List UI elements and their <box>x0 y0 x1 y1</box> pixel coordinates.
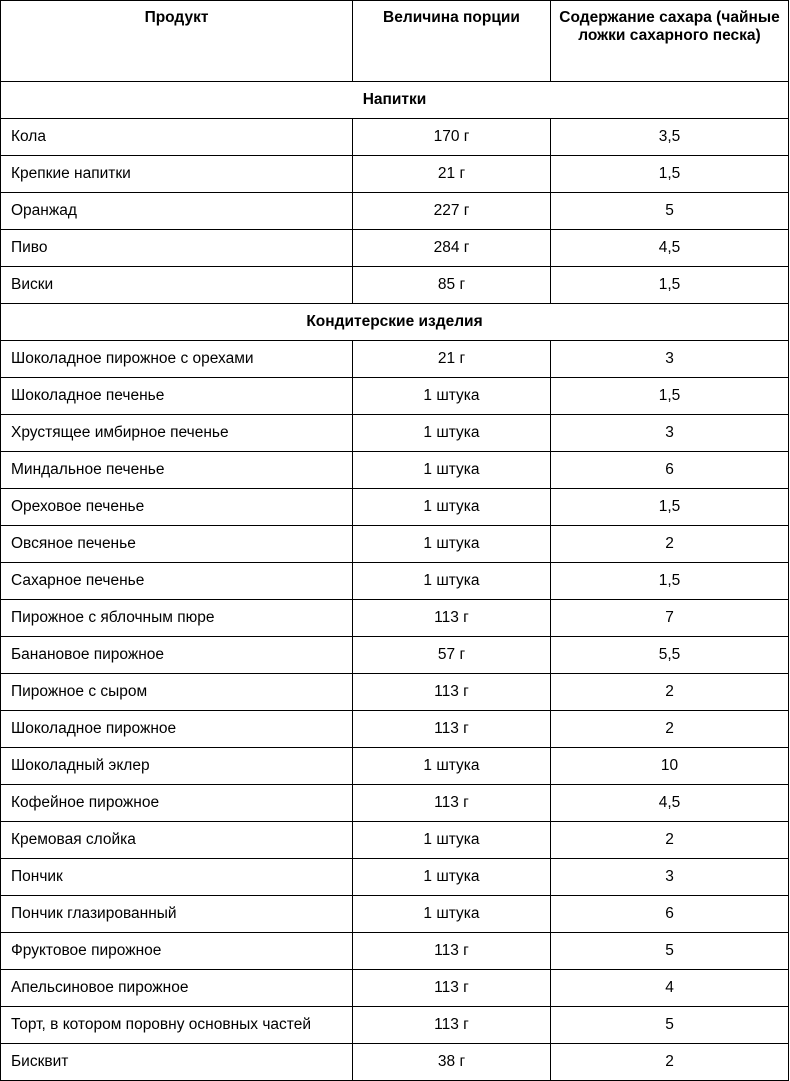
table-row <box>1 896 789 933</box>
portion-cell: 1 штука <box>353 378 551 415</box>
table-row <box>1 933 789 970</box>
product-cell: Кола <box>1 119 353 156</box>
sugar-cell: 4,5 <box>551 230 789 267</box>
sugar-cell: 1,5 <box>551 489 789 526</box>
sugar-cell: 5 <box>551 933 789 970</box>
table-row <box>1 230 789 267</box>
sugar-cell: 2 <box>551 711 789 748</box>
portion-cell: 113 г <box>353 674 551 711</box>
table-row <box>1 822 789 859</box>
product-cell: Торт, в котором поровну основных частей <box>1 1007 353 1044</box>
sugar-cell: 4 <box>551 970 789 1007</box>
table-body <box>1 82 789 1081</box>
product-cell: Апельсиновое пирожное <box>1 970 353 1007</box>
sugar-cell: 7 <box>551 600 789 637</box>
table-row <box>1 711 789 748</box>
product-cell: Пирожное с яблочным пюре <box>1 600 353 637</box>
product-cell: Кофейное пирожное <box>1 785 353 822</box>
portion-cell: 227 г <box>353 193 551 230</box>
table-row <box>1 563 789 600</box>
table-row <box>1 785 789 822</box>
sugar-cell: 6 <box>551 896 789 933</box>
portion-cell: 1 штука <box>353 452 551 489</box>
product-cell: Шоколадное печенье <box>1 378 353 415</box>
table-row <box>1 156 789 193</box>
portion-cell: 38 г <box>353 1044 551 1081</box>
table-row <box>1 193 789 230</box>
product-cell: Хрустящее имбирное печенье <box>1 415 353 452</box>
portion-cell: 170 г <box>353 119 551 156</box>
table-row <box>1 748 789 785</box>
sugar-cell: 5 <box>551 193 789 230</box>
sugar-cell: 6 <box>551 452 789 489</box>
table-row <box>1 970 789 1007</box>
product-cell: Кремовая слойка <box>1 822 353 859</box>
portion-cell: 284 г <box>353 230 551 267</box>
sugar-cell: 2 <box>551 822 789 859</box>
product-cell: Пончик глазированный <box>1 896 353 933</box>
sugar-cell: 1,5 <box>551 156 789 193</box>
section-title: Напитки <box>1 82 789 119</box>
product-cell: Банановое пирожное <box>1 637 353 674</box>
table-row <box>1 452 789 489</box>
sugar-cell: 3,5 <box>551 119 789 156</box>
sugar-cell: 2 <box>551 1044 789 1081</box>
table-row <box>1 1044 789 1081</box>
portion-cell: 113 г <box>353 711 551 748</box>
sugar-cell: 5,5 <box>551 637 789 674</box>
sugar-cell: 1,5 <box>551 378 789 415</box>
table-row <box>1 600 789 637</box>
portion-cell: 1 штука <box>353 748 551 785</box>
table-row <box>1 859 789 896</box>
portion-cell: 21 г <box>353 341 551 378</box>
portion-cell: 113 г <box>353 933 551 970</box>
table-row <box>1 119 789 156</box>
portion-cell: 1 штука <box>353 526 551 563</box>
header-portion: Величина порции <box>353 1 551 82</box>
table-row <box>1 267 789 304</box>
product-cell: Пиво <box>1 230 353 267</box>
product-cell: Крепкие напитки <box>1 156 353 193</box>
product-cell: Ореховое печенье <box>1 489 353 526</box>
section-header-row <box>1 304 789 341</box>
portion-cell: 85 г <box>353 267 551 304</box>
sugar-cell: 2 <box>551 526 789 563</box>
portion-cell: 1 штука <box>353 822 551 859</box>
table-header-row <box>1 1 789 82</box>
table-row <box>1 526 789 563</box>
table-row <box>1 341 789 378</box>
product-cell: Виски <box>1 267 353 304</box>
section-title: Кондитерские изделия <box>1 304 789 341</box>
portion-cell: 113 г <box>353 970 551 1007</box>
sugar-cell: 3 <box>551 859 789 896</box>
sugar-cell: 4,5 <box>551 785 789 822</box>
sugar-cell: 2 <box>551 674 789 711</box>
table-row <box>1 674 789 711</box>
table-row <box>1 378 789 415</box>
portion-cell: 1 штука <box>353 859 551 896</box>
product-cell: Овсяное печенье <box>1 526 353 563</box>
product-cell: Шоколадное пирожное <box>1 711 353 748</box>
product-cell: Фруктовое пирожное <box>1 933 353 970</box>
portion-cell: 57 г <box>353 637 551 674</box>
product-cell: Пончик <box>1 859 353 896</box>
product-cell: Шоколадное пирожное с орехами <box>1 341 353 378</box>
header-product: Продукт <box>1 1 353 82</box>
portion-cell: 113 г <box>353 1007 551 1044</box>
portion-cell: 1 штука <box>353 563 551 600</box>
product-cell: Шоколадный эклер <box>1 748 353 785</box>
section-header-row <box>1 82 789 119</box>
portion-cell: 113 г <box>353 600 551 637</box>
sugar-cell: 5 <box>551 1007 789 1044</box>
header-sugar: Содержание сахара (чайные ложки сахарного песка) <box>551 1 789 82</box>
portion-cell: 113 г <box>353 785 551 822</box>
table-row <box>1 415 789 452</box>
product-cell: Оранжад <box>1 193 353 230</box>
portion-cell: 21 г <box>353 156 551 193</box>
sugar-cell: 1,5 <box>551 563 789 600</box>
table-row <box>1 637 789 674</box>
product-cell: Сахарное печенье <box>1 563 353 600</box>
table-row <box>1 1007 789 1044</box>
portion-cell: 1 штука <box>353 489 551 526</box>
sugar-cell: 10 <box>551 748 789 785</box>
product-cell: Миндальное печенье <box>1 452 353 489</box>
sugar-cell: 3 <box>551 415 789 452</box>
sugar-cell: 3 <box>551 341 789 378</box>
product-cell: Пирожное с сыром <box>1 674 353 711</box>
portion-cell: 1 штука <box>353 415 551 452</box>
sugar-cell: 1,5 <box>551 267 789 304</box>
portion-cell: 1 штука <box>353 896 551 933</box>
product-cell: Бисквит <box>1 1044 353 1081</box>
table-row <box>1 489 789 526</box>
